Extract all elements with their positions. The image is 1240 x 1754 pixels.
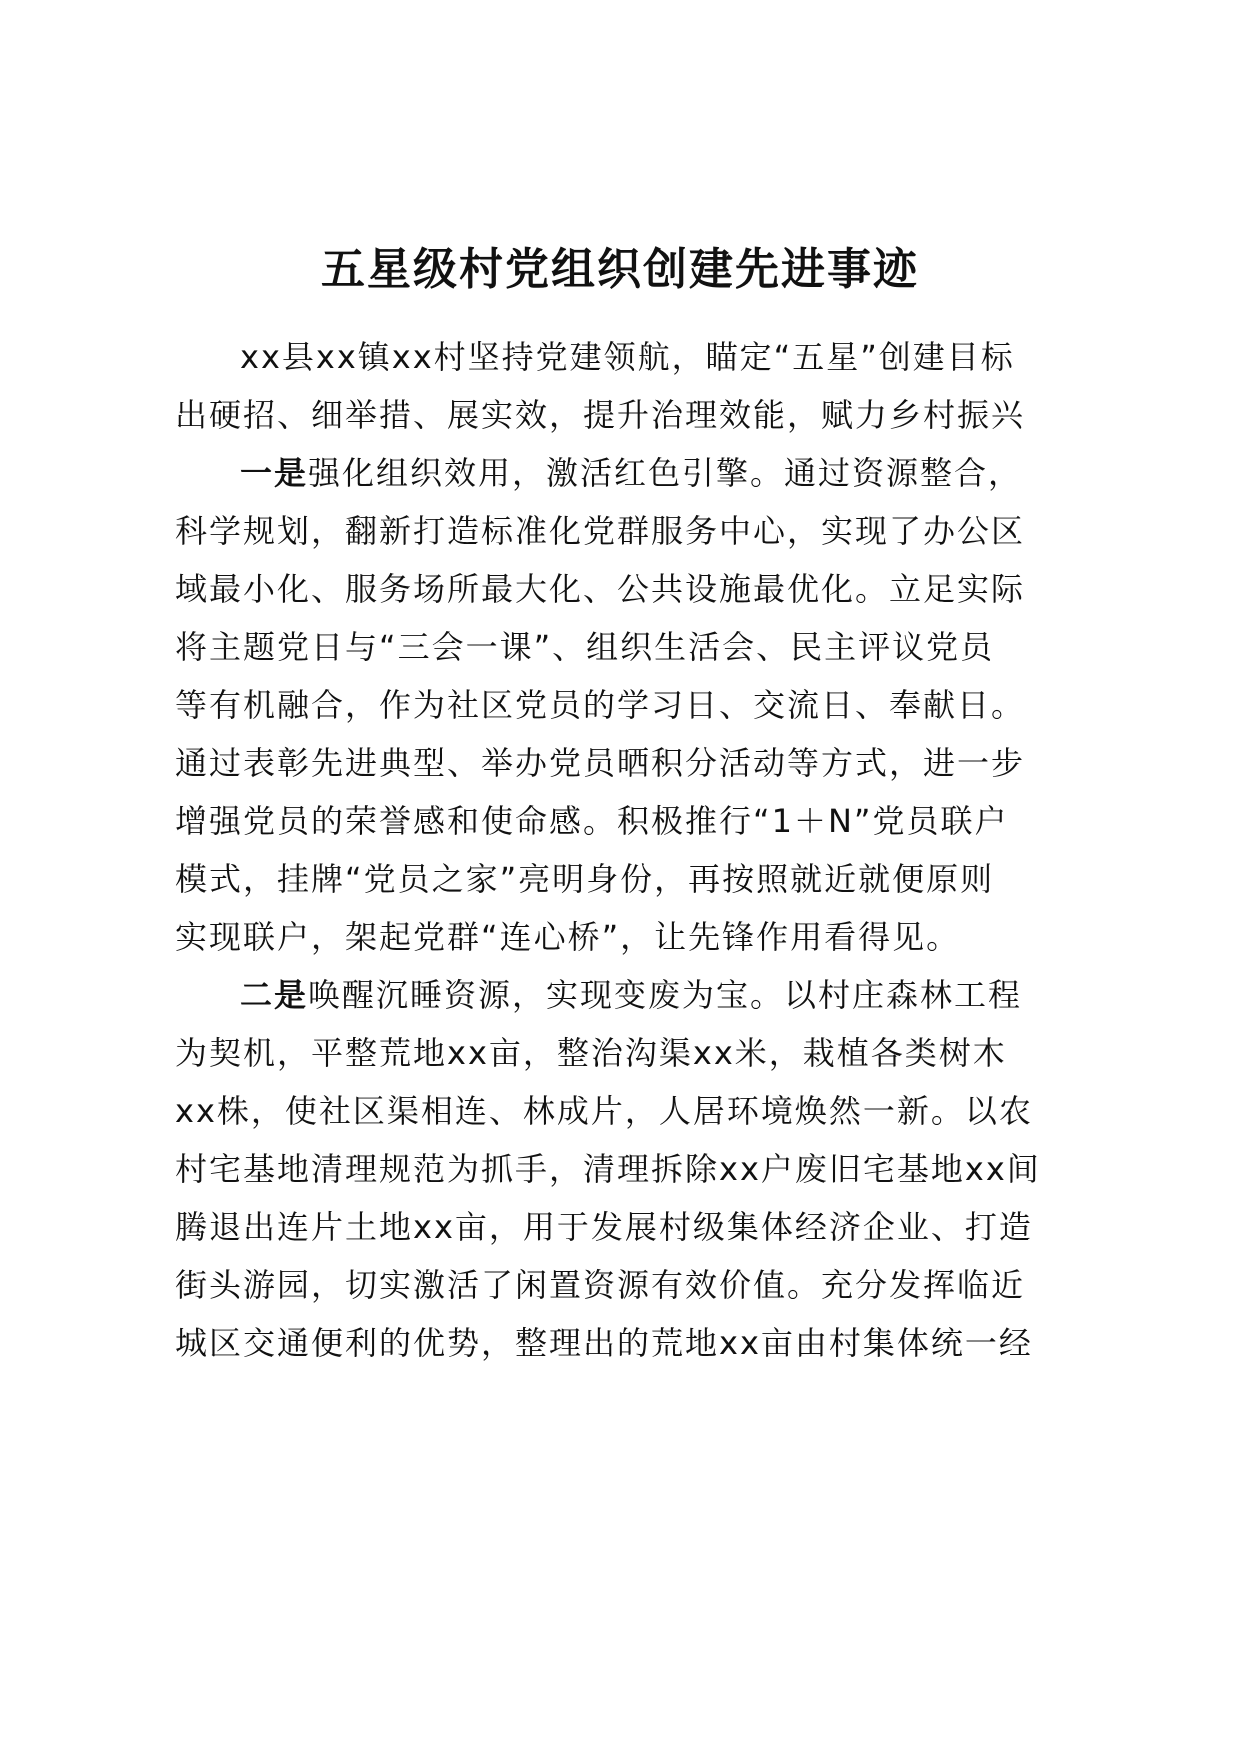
section-1-line-7: 增强党员的荣誉感和使命感。积极推行“1＋N”党员联户 [175, 802, 1009, 840]
section-1-line-5: 等有机融合，作为社区党员的学习日、交流日、奉献日。 [175, 686, 1026, 724]
section-2-text: 唤醒沉睡资源，实现变废为宝。以村庄森林工程 [308, 976, 1023, 1014]
intro-line-2: 出硬招、细举措、展实效，提升治理效能，赋力乡村振兴 [175, 396, 1026, 434]
intro-line-1: xx县xx镇xx村坚持党建领航，瞄定“五星”创建目标 [240, 338, 1015, 376]
section-1-line-8: 模式，挂牌“党员之家”亮明身份，再按照就近就便原则 [175, 860, 995, 898]
section-1-line-9: 实现联户，架起党群“连心桥”，让先锋作用看得见。 [175, 918, 961, 956]
section-2-label: 二是 [240, 976, 309, 1014]
section-1-label: 一是 [240, 454, 309, 492]
section-2-line-5: 腾退出连片土地xx亩，用于发展村级集体经济企业、打造 [175, 1208, 1033, 1246]
section-1-line-4: 将主题党日与“三会一课”、组织生活会、民主评议党员 [175, 628, 995, 666]
document-title: 五星级村党组织创建先进事迹 [321, 244, 919, 295]
section-2-line-2: 为契机，平整荒地xx亩，整治沟渠xx米，栽植各类树木 [175, 1034, 1007, 1072]
section-1-line-1 [240, 451, 1105, 495]
section-1-text: 强化组织效用，激活红色引擎。通过资源整合， [308, 454, 1023, 492]
section-1-line-6: 通过表彰先进典型、举办党员晒积分活动等方式，进一步 [175, 744, 1026, 782]
section-2-line-3: xx株，使社区渠相连、林成片，人居环境焕然一新。以农 [175, 1092, 1033, 1130]
section-2-line-6: 街头游园，切实激活了闲置资源有效价值。充分发挥临近 [175, 1266, 1026, 1304]
section-1-line-3: 域最小化、服务场所最大化、公共设施最优化。立足实际 [175, 570, 1026, 608]
section-2-line-7: 城区交通便利的优势，整理出的荒地xx亩由村集体统一经 [175, 1324, 1033, 1362]
section-1-line-2: 科学规划，翻新打造标准化党群服务中心，实现了办公区 [175, 512, 1026, 550]
section-2-line-1 [240, 973, 1105, 1017]
section-2-line-4: 村宅基地清理规范为抓手，清理拆除xx户废旧宅基地xx间 [175, 1150, 1041, 1188]
